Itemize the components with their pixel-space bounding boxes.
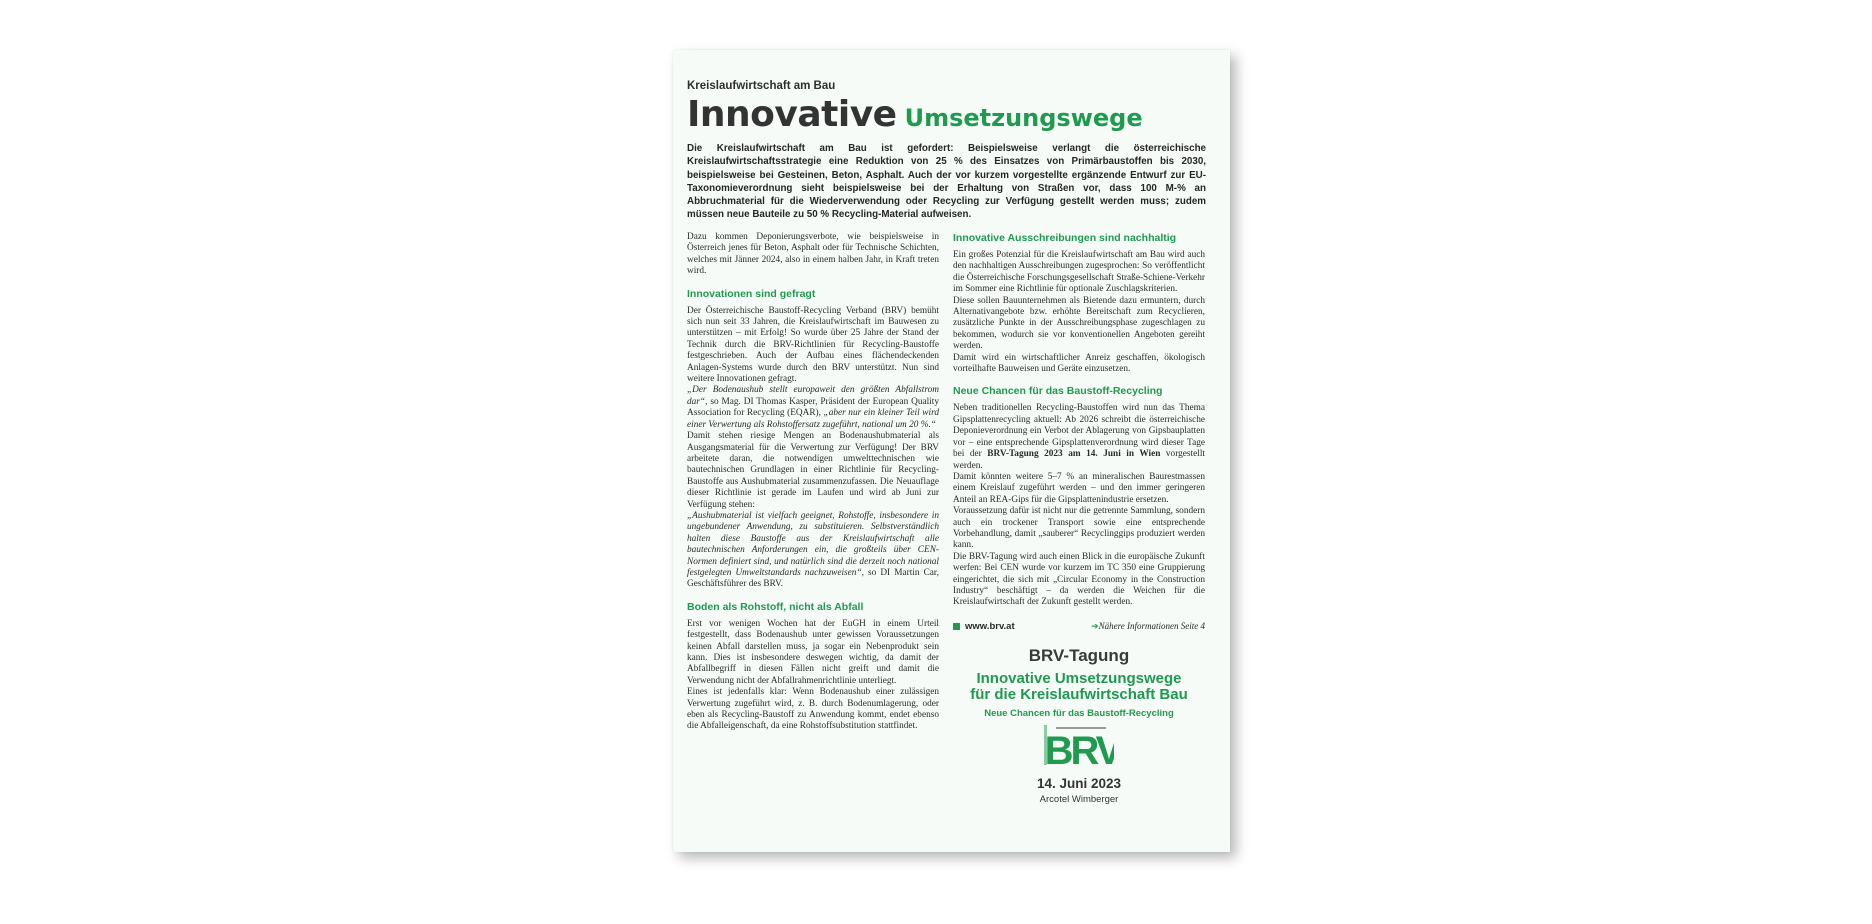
logo-text: BRV: [1044, 728, 1114, 767]
quote: „Der Bodenaushub stellt europaweit den größten Abfallstrom dar“,: [687, 385, 939, 407]
quote: „Aushubmaterial ist vielfach geeignet, Rohstoffe, insbesondere in ungebundener Anwendung, zu substituieren. Selbstverständlich halten diese Baustoffe aus der Kreislaufwirtschaft alle bautechnischen Anforderungen ein, die großteils über CEN-Normen definiert sind, und natürlich sind die derzeit noch national festgelegten Umweltstandards nachzuweisen“,: [687, 510, 939, 578]
section-heading: Innovative Ausschreibungen sind nachhaltig: [953, 232, 1177, 244]
brv-logo-icon: [1044, 723, 1114, 767]
paragraph: Damit stehen riesige Mengen an Bodenaushubmaterial als Ausgangsmaterial für die Verwertung zur Verfügung! Der BRV arbeitete daran, die notwendigen umwelttechnischen wie bautechnischen Grundlagen in einer Richtlinie für Recycling-Baustoffe aus Aushubmaterial zusammenzufassen. Die Neuauflage dieser Richtlinie ist gerade im Laufen und wird ab Juni zur Verfügung stehen:: [687, 431, 939, 510]
event-subtitle: [953, 671, 1205, 703]
left-column: [687, 232, 939, 733]
paragraph-text: Neben traditionellen Recycling-Baustoffen wird nun das Thema Gipsplattenrecycling aktuell: Ab 2026 schreibt die österreichische Deponieverordnung ein Verbot der Ablagerung von Gipsbauplatten vor – eine entsprechende Gipsplattenverordnung wird dieser Tage bei der: [953, 403, 1205, 460]
more-info-text: Nähere Informationen Seite 4: [1098, 620, 1205, 631]
headline-green: Umsetzungswege: [904, 104, 1143, 132]
event-date: 14. Juni 2023: [1036, 775, 1122, 791]
paragraph: Erst vor wenigen Wochen hat der EuGH in einem Urteil festgestellt, dass Bodenaushub unter gewissen Voraussetzungen keinen Abfall darstellen muss, ja sogar ein Nebenprodukt sein kann. Dies ist insbesondere deswegen wichtig, da damit der Abfallbegriff in diesen Fällen nicht greift und damit die Verwendung nicht der Abfallrahmenrichtlinie unterliegt.: [687, 618, 939, 686]
event-subtitle-line: für die Kreislaufwirtschaft Bau: [970, 685, 1188, 703]
paragraph: Die BRV-Tagung wird auch einen Blick in die europäische Zukunft werfen: Bei CEN wurde vor kurzem im TC 350 eine Gruppierung eingerichtet, die sich mit „Circular Economy in the Construction Industry“ beschäftigt – da werden die Weichen für die Kreislaufwirtschaft der Zukunft gestellt werden.: [953, 551, 1205, 608]
more-info-link[interactable]: [1091, 621, 1205, 632]
paragraph: Eines ist jedenfalls klar: Wenn Bodenaushub einer zulässigen Verwertung zugeführt wird, z. B. durch Bodenumlagerung, oder eben als Recycling-Baustoff zu Anwendung kommt, endet ebenso die Abfalleigenschaft, da eine Rohstoffsubstitution stattfindet.: [687, 687, 939, 732]
paragraph: Der Österreichische Baustoff-Recycling Verband (BRV) bemüht sich nun seit 33 Jahren, die Kreislaufwirtschaft im Bauwesen zu unterstützen – mit Erfolg! So wurde über 25 Jahre der Stand der Technik durch die BRV-Richtlinien für Recycling-Baustoffe festgeschrieben. Auch der Aufbau eines flächendeckenden Anlagen-Systems wurde durch den BRV unterstützt. Nun sind weitere Innovationen gefragt.: [687, 305, 939, 385]
quote: „aber nur ein kleiner Teil wird einer Verwertung als Rohstoffersatz zugeführt, national um 20 %.“: [687, 408, 939, 430]
paragraph: Damit könnten weitere 5–7 % an mineralischen Baurestmassen einem Kreislauf zugeführt werden – und den immer geringeren Anteil an REA-Gips für die Gipsplattenindustrie ersetzen.: [953, 471, 1205, 505]
article-footer: [953, 621, 1205, 632]
page-content: [687, 80, 1206, 805]
paragraph-text: vorgestellt werden.: [953, 449, 1205, 471]
paragraph: Diese sollen Bauunternehmen als Bietende dazu ermuntern, durch Alternativangebote bzw. erhöhte Bereitschaft zum Recyclieren, zusätzliche Punkte in der Ausschreibungsphase zugeschlagen zu bekommen, wodurch sie vor konventionellen Angeboten gereiht werden.: [953, 295, 1205, 352]
paragraph: [953, 403, 1205, 471]
article-kicker: Kreislaufwirtschaft am Bau: [687, 80, 836, 92]
paragraph: Voraussetzung dafür ist nicht nur die getrennte Sammlung, sondern auch ein trockener Transport sowie eine entsprechende Vorbehandlung, damit „sauberer“ Recyclinggips produziert werden kann.: [953, 506, 1205, 551]
quote-paragraph: [687, 385, 939, 431]
event-tagline: Neue Chancen für das Baustoff-Recycling: [984, 707, 1174, 719]
paragraph: Damit wird ein wirtschaftlicher Anreiz geschaffen, ökologisch vorteilhafte Bauweisen und Geräte einzusetzen.: [953, 352, 1205, 375]
event-venue: Arcotel Wimberger: [1039, 793, 1119, 805]
paragraph: Ein großes Potenzial für die Kreislaufwirtschaft am Bau wird auch den nachhaltigen Ausschreibungen zugesprochen: So veröffentlicht die Österreichische Forschungsgesellschaft Straße-Schiene-Verkehr im Sommer eine Richtlinie für optionale Zuschlagskriterien.: [953, 250, 1205, 295]
quote-paragraph: [687, 511, 939, 591]
event-box: [953, 646, 1205, 805]
arrow-right-icon: ➔: [1091, 620, 1099, 631]
intro-paragraph: Dazu kommen Deponierungsverbote, wie beispielsweise in Österreich jenes für Beton, Asphalt oder für Technische Schichten, welches mit Jänner 2024, also in einem halben Jahr, in Kraft treten wird.: [687, 232, 939, 277]
quote-attribution: so Mag. DI Thomas Kasper, Präsident der European Quality Association for Recycling (EQAR),: [687, 396, 939, 419]
section-heading: Innovationen sind gefragt: [687, 287, 816, 300]
document-page: [673, 50, 1230, 852]
event-highlight: BRV-Tagung 2023 am 14. Juni in Wien: [987, 449, 1161, 460]
website-text: www.brv.at: [965, 620, 1015, 632]
right-column: [953, 232, 1205, 805]
website-link[interactable]: [953, 621, 1015, 632]
event-subtitle-line: Innovative Umsetzungswege: [976, 669, 1182, 687]
section-heading: Neue Chancen für das Baustoff-Recycling: [953, 385, 1163, 398]
article-lead: Die Kreislaufwirtschaft am Bau ist gefordert: Beispielsweise verlangt die österreichische Kreislaufwirtschaftsstrategie eine Reduktion von 25 % des Einsatzes von Primärbaustoffen bis 2030, beispielsweise bei Gesteinen, Beton, Asphalt. Auch der vor kurzem vorgestellte ergänzende Entwurf zur EU-Taxonomieverordnung sieht beispielsweise bei der Erhaltung von Straßen vor, dass 100 M-% an Abbruchmaterial für die Wiederverwendung oder Recycling zur Verfügung gestellt werden muss; zudem müssen neue Bauteile zu 50 % Recycling-Material aufweisen.: [687, 143, 1206, 221]
article-headline: [687, 94, 1206, 134]
quote-attribution: so DI Martin Car, Geschäftsführer des BRV.: [687, 567, 939, 590]
event-title: BRV-Tagung: [1028, 645, 1130, 665]
square-bullet-icon: [953, 623, 960, 630]
section-heading: Boden als Rohstoff, nicht als Abfall: [687, 600, 864, 613]
headline-main: Innovative: [687, 94, 897, 135]
